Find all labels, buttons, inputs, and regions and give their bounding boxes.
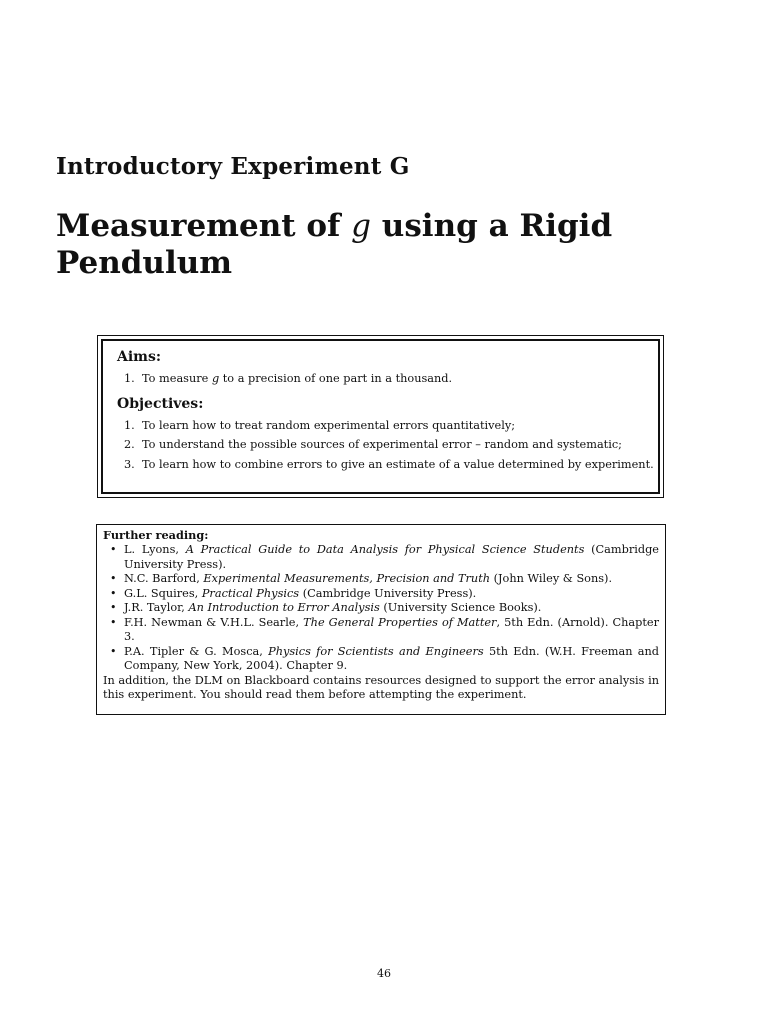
reference-author: N.C. Barford, [124, 572, 204, 585]
bullet-icon: • [110, 543, 117, 556]
page-number: 46 [377, 967, 391, 980]
bullet-icon: • [110, 586, 117, 600]
reference-item [110, 572, 659, 587]
reference-item [110, 543, 659, 572]
bullet-icon: • [110, 615, 117, 629]
objective-number: 2. [124, 438, 135, 451]
aim-number: 1. [124, 372, 135, 385]
reference-details: (Cambridge University Press). [124, 543, 659, 571]
aim-text-pre: To measure [142, 372, 212, 385]
reference-title: Experimental Measurements, Precision and Truth [203, 572, 491, 585]
objective-number: 3. [124, 457, 135, 471]
reference-author: F.H. Newman & V.H.L. Searle, [124, 615, 304, 629]
reference-author: L. Lyons, [124, 543, 186, 556]
reference-list [103, 543, 659, 674]
reference-author: P.A. Tipler & G. Mosca, [124, 644, 269, 658]
objective-text: To learn how to combine errors to give an estimate of a value determined by experiment. [142, 457, 654, 471]
reference-details: , 5th Edn. (Arnold). Chapter 3. [124, 615, 659, 643]
reference-item [110, 616, 659, 645]
bullet-icon: • [110, 601, 117, 614]
bullet-icon: • [110, 572, 117, 585]
aim-text-post: to a precision of one part in a thousand. [219, 372, 453, 385]
chapter-label: Introductory Experiment G [56, 153, 410, 180]
reference-details: (Cambridge University Press). [299, 586, 477, 600]
aims-objectives-inner-frame [101, 339, 660, 494]
reference-details: (John Wiley & Sons). [490, 572, 613, 585]
reference-title: The General Properties of Matter [303, 615, 497, 629]
reference-title: An Introduction to Error Analysis [188, 601, 380, 614]
aims-heading: Aims: [117, 349, 162, 365]
objective-number: 1. [124, 418, 135, 432]
chapter-title [56, 208, 696, 282]
reference-title: Physics for Scientists and Engineers [268, 644, 484, 658]
reference-title: A Practical Guide to Data Analysis for Physical Science Students [185, 543, 585, 556]
objective-text: To understand the possible sources of experimental error – random and systematic; [142, 438, 622, 451]
further-reading-box [96, 524, 666, 715]
reference-author: J.R. Taylor, [124, 601, 189, 614]
reference-item [110, 587, 659, 602]
further-reading-heading: Further reading: [103, 528, 209, 542]
reference-author: G.L. Squires, [124, 586, 202, 600]
aims-objectives-box [97, 335, 664, 498]
objectives-list [117, 416, 658, 475]
chapter-title-variable: g [351, 208, 372, 244]
objective-item [124, 416, 658, 436]
aim-variable: g [211, 372, 220, 385]
aim-item [124, 369, 658, 389]
chapter-title-prefix: Measurement of [56, 208, 352, 244]
aims-list [117, 369, 658, 389]
reference-title: Practical Physics [201, 586, 300, 600]
reference-details: (University Science Books). [379, 601, 542, 614]
objective-item [124, 455, 658, 475]
objective-text: To learn how to treat random experimental errors quantitatively; [142, 418, 516, 432]
reference-item [110, 645, 659, 674]
reference-item [110, 601, 659, 616]
further-reading-note: In addition, the DLM on Blackboard contains resources designed to support the error analysis in this experiment. You should read them before attempting the experiment. [103, 673, 659, 701]
chapter-title-suffix: using a Rigid Pendulum [56, 208, 613, 281]
objectives-heading: Objectives: [117, 395, 204, 412]
reference-details: 5th Edn. (W.H. Freeman and Company, New York, 2004). Chapter 9. [124, 644, 659, 672]
bullet-icon: • [110, 644, 117, 658]
objective-item [124, 435, 658, 455]
